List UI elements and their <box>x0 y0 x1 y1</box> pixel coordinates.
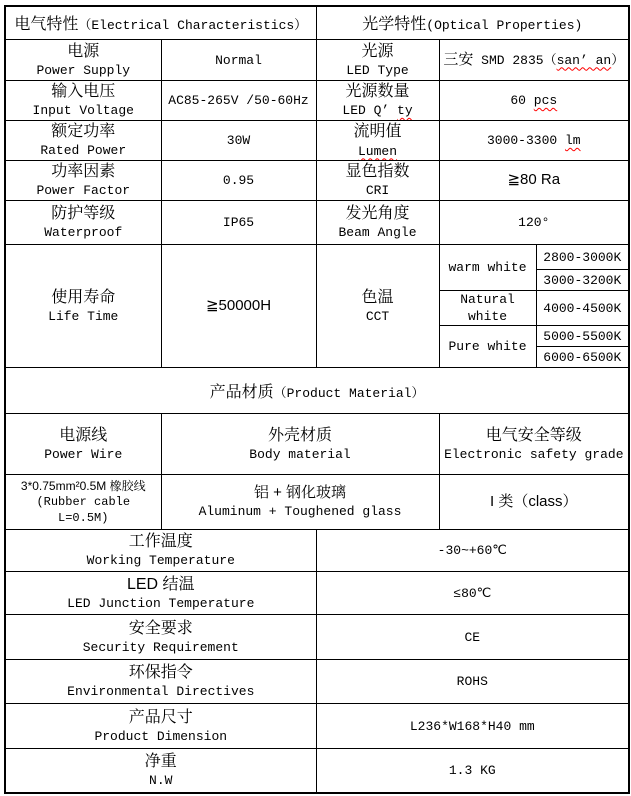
electrical-header-zh: 电气特性 <box>14 16 79 34</box>
cri-value: ≧80 Ra <box>507 171 561 188</box>
rated-power-value: 30W <box>226 133 251 148</box>
cct-pure-k2: 6000-6500K <box>543 349 622 365</box>
safety-grade-label-zh: 电气安全等级 <box>485 426 582 444</box>
junction-temp-label-zh: LED 结温 <box>126 575 195 593</box>
beam-angle-value-cell <box>439 200 629 244</box>
led-qty-label-en <box>319 102 437 119</box>
safety-grade-label-en: Electronic safety grade <box>444 446 624 462</box>
life-time-value: ≧50000H <box>205 296 272 314</box>
working-temp-label-cell <box>5 529 316 571</box>
safety-grade-label-cell <box>439 413 629 474</box>
cct-label-zh: 色温 <box>361 288 394 306</box>
waterproof-value-cell <box>161 200 316 244</box>
environment-label-en: Environmental Directives <box>67 684 255 699</box>
input-voltage-label-zh: 输入电压 <box>51 83 116 100</box>
net-weight-value-cell <box>316 748 629 793</box>
cct-pure-k1: 5000-5500K <box>543 328 622 344</box>
life-time-label-zh: 使用寿命 <box>51 288 116 306</box>
junction-temp-label-en: LED Junction Temperature <box>67 595 255 611</box>
environment-value-cell <box>316 659 629 703</box>
input-voltage-label-en: Input Voltage <box>32 103 134 118</box>
junction-temp-value-cell <box>316 571 629 614</box>
power-wire-label-en: Power Wire <box>44 446 123 462</box>
dimension-value: L236*W168*H40 mm <box>409 718 535 734</box>
led-qty-value-cell <box>439 80 629 120</box>
power-wire-value-line1: 3*0.75mm²0.5M 橡胶线 <box>20 478 146 493</box>
lumen-value-cell <box>439 120 629 160</box>
waterproof-label-en: Waterproof <box>44 225 123 240</box>
electrical-header-en: （Electrical Characteristics） <box>78 18 308 34</box>
dimension-value-cell <box>316 703 629 748</box>
power-wire-value-line2: (Rubber cable L=0.5M) <box>36 494 131 525</box>
led-qty-label-zh: 光源数量 <box>345 83 410 100</box>
net-weight-label-en: N.W <box>149 773 173 789</box>
working-temp-value-cell <box>316 529 629 571</box>
optical-section-header <box>316 6 629 39</box>
security-label-cell <box>5 614 316 659</box>
lumen-value-misspelled: lm <box>564 133 581 148</box>
net-weight-label-cell <box>5 748 316 793</box>
power-supply-label-zh: 电源 <box>67 42 100 60</box>
power-wire-label-cell <box>5 413 161 474</box>
body-material-value-line2: Aluminum + Toughened glass <box>198 504 402 519</box>
material-header-en: （Product Material） <box>273 385 425 401</box>
safety-grade-value: I 类（class） <box>490 492 578 510</box>
security-label-zh: 安全要求 <box>128 619 193 637</box>
beam-angle-value: 120° <box>518 215 550 230</box>
cct-warm-k2-cell <box>536 269 629 290</box>
dimension-label-cell <box>5 703 316 748</box>
waterproof-value: IP65 <box>222 215 255 230</box>
cct-warm-k2: 3000-3200K <box>543 272 622 288</box>
electrical-section-header <box>5 6 316 39</box>
cct-natural-white-line1: Natural <box>460 291 515 307</box>
working-temp-label-zh: 工作温度 <box>128 533 193 550</box>
cri-label-zh: 显色指数 <box>345 163 410 180</box>
net-weight-label-zh: 净重 <box>144 753 177 771</box>
beam-angle-label-cell <box>316 200 439 244</box>
power-factor-value: 0.95 <box>222 173 255 188</box>
led-type-value-post: ） <box>611 52 625 68</box>
body-material-value-line1: 铝 + 钢化玻璃 <box>253 484 347 501</box>
cct-natural-white-cell <box>439 290 536 325</box>
led-qty-value-misspelled: pcs <box>533 93 558 108</box>
body-material-label-en: Body material <box>249 446 351 462</box>
input-voltage-label-cell <box>5 80 161 120</box>
cri-label-cell <box>316 160 439 200</box>
cri-label-en: CRI <box>365 183 390 198</box>
power-wire-value-cell <box>5 474 161 529</box>
cct-pure-white-cell <box>439 325 536 367</box>
waterproof-label-zh: 防护等级 <box>51 205 116 222</box>
waterproof-label-cell <box>5 200 161 244</box>
power-factor-label-zh: 功率因素 <box>51 163 116 180</box>
working-temp-value: -30~+60℃ <box>437 543 507 558</box>
cct-warm-k1-cell <box>536 244 629 269</box>
lumen-label-zh: 流明值 <box>353 122 402 140</box>
junction-temp-label-cell <box>5 571 316 614</box>
body-material-value-cell <box>161 474 439 529</box>
cct-pure-k2-cell <box>536 346 629 367</box>
led-type-value-misspelled: san’ an <box>556 52 612 68</box>
life-time-label-cell <box>5 244 161 367</box>
led-type-value-cell <box>439 39 629 80</box>
body-material-label-cell <box>161 413 439 474</box>
led-type-label-cell <box>316 39 439 80</box>
rated-power-label-zh: 额定功率 <box>51 123 116 140</box>
security-value-cell <box>316 614 629 659</box>
led-type-value-zh: 三安 <box>443 50 474 68</box>
power-supply-label-en: Power Supply <box>36 62 131 78</box>
led-qty-value-pre: 60 <box>510 93 534 108</box>
power-factor-label-cell <box>5 160 161 200</box>
led-qty-label-en-pre: LED Q’ <box>342 103 398 118</box>
led-qty-label-cell <box>316 80 439 120</box>
material-header-zh: 产品材质 <box>209 383 274 401</box>
optical-header-en: (Optical Properties) <box>426 18 583 34</box>
environment-value: ROHS <box>456 674 488 689</box>
cct-label-cell <box>316 244 439 367</box>
cct-warm-k1: 2800-3000K <box>543 249 622 265</box>
security-value: CE <box>464 629 481 645</box>
cct-warm-white-cell <box>439 244 536 290</box>
material-section-header <box>5 367 629 413</box>
input-voltage-value: AC85-265V /50-60Hz <box>168 93 309 108</box>
cct-natural-k-cell <box>536 290 629 325</box>
power-supply-label-cell <box>5 39 161 80</box>
dimension-label-en: Product Dimension <box>94 728 228 744</box>
dimension-label-zh: 产品尺寸 <box>128 708 193 726</box>
beam-angle-label-en: Beam Angle <box>338 225 417 240</box>
optical-header-zh: 光学特性 <box>362 16 427 34</box>
lumen-value-pre: 3000-3300 <box>486 133 565 148</box>
junction-temp-value: ≤80℃ <box>453 585 492 601</box>
net-weight-value: 1.3 KG <box>448 763 496 779</box>
cct-label-en: CCT <box>365 308 390 324</box>
environment-label-cell <box>5 659 316 703</box>
power-supply-value: Normal <box>215 52 262 68</box>
life-time-value-cell <box>161 244 316 367</box>
cct-warm-white-label: warm white <box>448 260 527 275</box>
rated-power-value-cell <box>161 120 316 160</box>
rated-power-label-cell <box>5 120 161 160</box>
life-time-label-en: Life Time <box>48 308 119 324</box>
beam-angle-label-zh: 发光角度 <box>345 205 410 222</box>
cri-value-cell <box>439 160 629 200</box>
input-voltage-value-cell <box>161 80 316 120</box>
security-label-en: Security Requirement <box>82 639 239 655</box>
rated-power-label-en: Rated Power <box>40 143 127 158</box>
led-type-label-en: LED Type <box>346 62 409 78</box>
cct-natural-k: 4000-4500K <box>543 300 622 316</box>
power-factor-label-en: Power Factor <box>36 183 131 198</box>
power-factor-value-cell <box>161 160 316 200</box>
led-type-value-pre: SMD 2835（ <box>473 52 557 68</box>
lumen-label-en-misspelled: Lumen <box>358 143 398 159</box>
led-type-label-zh: 光源 <box>361 42 394 60</box>
cct-natural-white-line2: white <box>468 308 508 324</box>
working-temp-label-en: Working Temperature <box>86 553 235 568</box>
spec-table <box>4 5 630 794</box>
power-wire-label-zh: 电源线 <box>59 426 108 444</box>
cct-pure-white-label: Pure white <box>448 339 527 354</box>
safety-grade-value-cell <box>439 474 629 529</box>
environment-label-zh: 环保指令 <box>128 664 193 681</box>
lumen-label-cell <box>316 120 439 160</box>
body-material-label-zh: 外壳材质 <box>268 426 333 444</box>
power-supply-value-cell <box>161 39 316 80</box>
cct-pure-k1-cell <box>536 325 629 346</box>
led-qty-label-en-misspelled: ty <box>397 103 413 118</box>
